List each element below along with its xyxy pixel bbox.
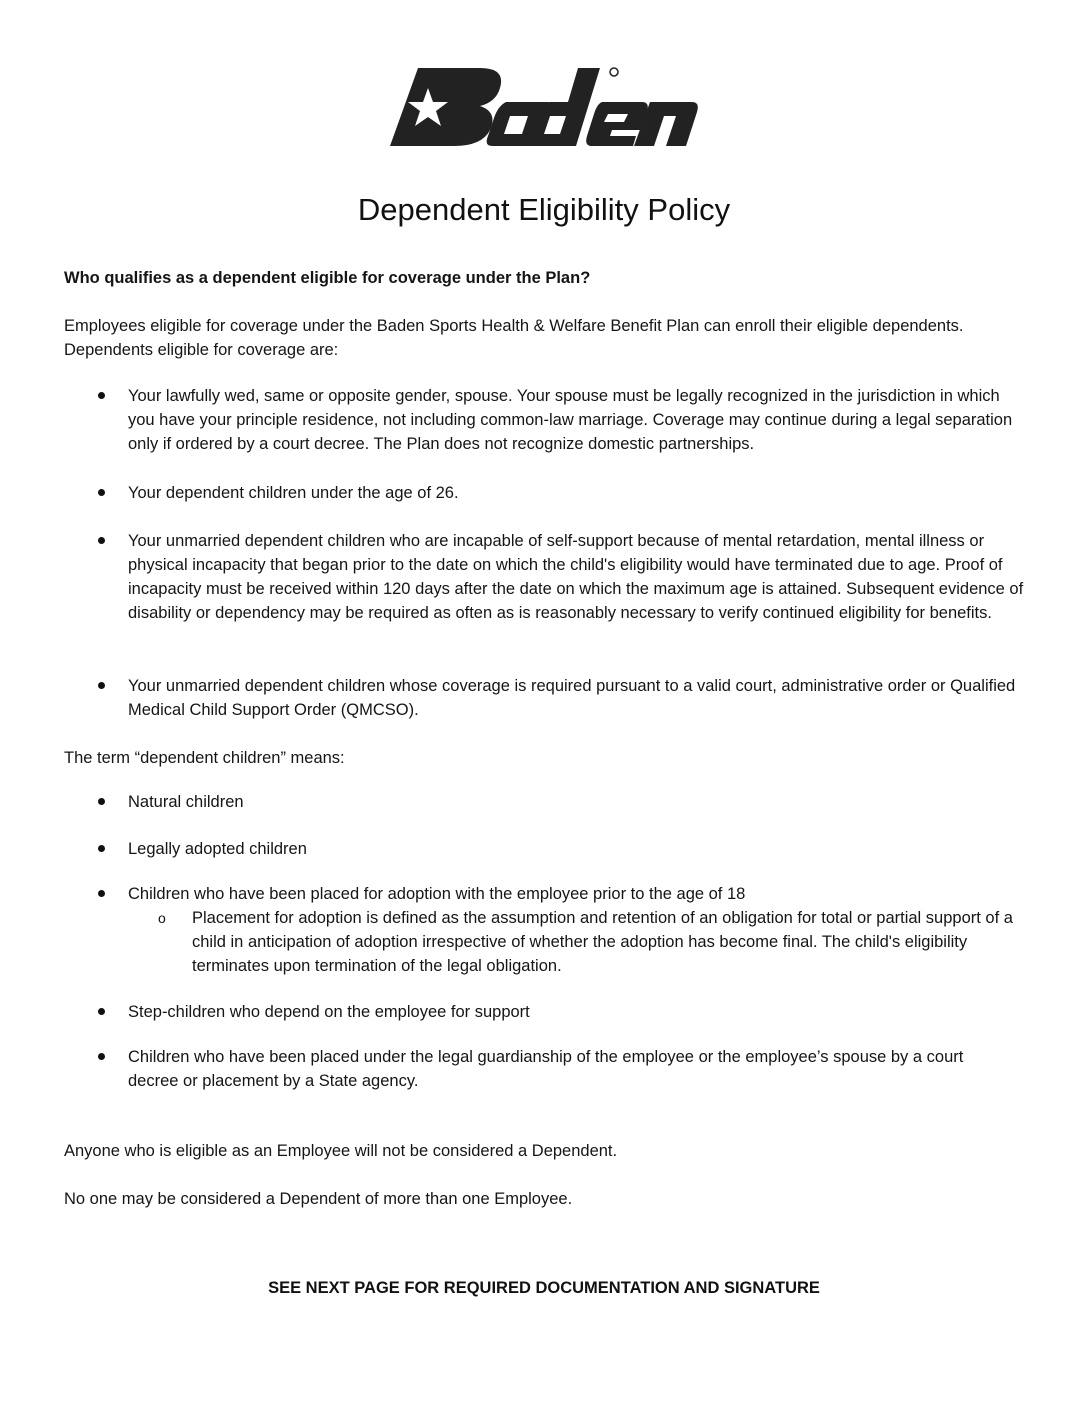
term-intro: The term “dependent children” means: bbox=[64, 749, 345, 767]
list-item: Your lawfully wed, same or opposite gender, spouse. Your spouse must be legally recognized in the jurisdiction in which you have your principle residence, not including common-law marriage. Coverage may continue during a legal separation only if ordered by a court decree. The Plan does not recognize domestic partnerships. bbox=[128, 387, 1013, 453]
list-item: Children who have been placed for adoption with the employee prior to the age of 18 bbox=[128, 885, 746, 903]
bullet-icon bbox=[98, 1008, 105, 1015]
list-item: Children who have been placed under the legal guardianship of the employee or the employee’s spouse by a court decree or placement by a State agency. bbox=[128, 1048, 964, 1090]
list-item: Legally adopted children bbox=[128, 840, 307, 858]
baden-logo bbox=[388, 66, 700, 148]
sub-list-item: Placement for adoption is defined as the assumption and retention of an obligation for total or partial support of a child in anticipation of adoption irrespective of whether the adoption has become final. The child's eligibility terminates upon termination of the legal obligation. bbox=[192, 909, 1013, 975]
bullet-icon bbox=[98, 890, 105, 897]
bullet-icon bbox=[98, 489, 105, 496]
list-item: Your unmarried dependent children whose coverage is required pursuant to a valid court, administrative order or Qualified Medical Child Support Order (QMCSO). bbox=[128, 677, 1016, 719]
list-item: Your dependent children under the age of 26. bbox=[128, 484, 459, 502]
bullet-icon bbox=[98, 682, 105, 689]
bullet-icon bbox=[98, 392, 105, 399]
bullet-icon bbox=[98, 845, 105, 852]
question-heading: Who qualifies as a dependent eligible for coverage under the Plan? bbox=[64, 269, 591, 287]
sub-bullet-icon: o bbox=[158, 910, 166, 926]
list-item: Your unmarried dependent children who are incapable of self-support because of mental retardation, mental illness or physical incapacity that began prior to the date on which the child's eligibility would have terminated due to age. Proof of incapacity must be received within 120 days after the date on which the maximum age is attained. Subsequent evidence of disability or dependency may be required as often as is reasonably necessary to verify continued eligibility for benefits. bbox=[128, 532, 1024, 622]
bullet-icon bbox=[98, 537, 105, 544]
list-item: Step-children who depend on the employee for support bbox=[128, 1003, 530, 1021]
list-item: Natural children bbox=[128, 793, 244, 811]
page-title: Dependent Eligibility Policy bbox=[357, 192, 731, 227]
bullet-icon bbox=[98, 1053, 105, 1060]
closing-statement: Anyone who is eligible as an Employee will not be considered a Dependent. bbox=[64, 1142, 618, 1160]
footer-note: SEE NEXT PAGE FOR REQUIRED DOCUMENTATION AND SIGNATURE bbox=[268, 1279, 820, 1297]
closing-statement: No one may be considered a Dependent of more than one Employee. bbox=[64, 1190, 573, 1208]
baden-logo-icon bbox=[388, 66, 700, 148]
bullet-icon bbox=[98, 798, 105, 805]
intro-paragraph: Employees eligible for coverage under the Baden Sports Health & Welfare Benefit Plan can enroll their eligible dependents. Dependents eligible for coverage are: bbox=[64, 317, 964, 359]
